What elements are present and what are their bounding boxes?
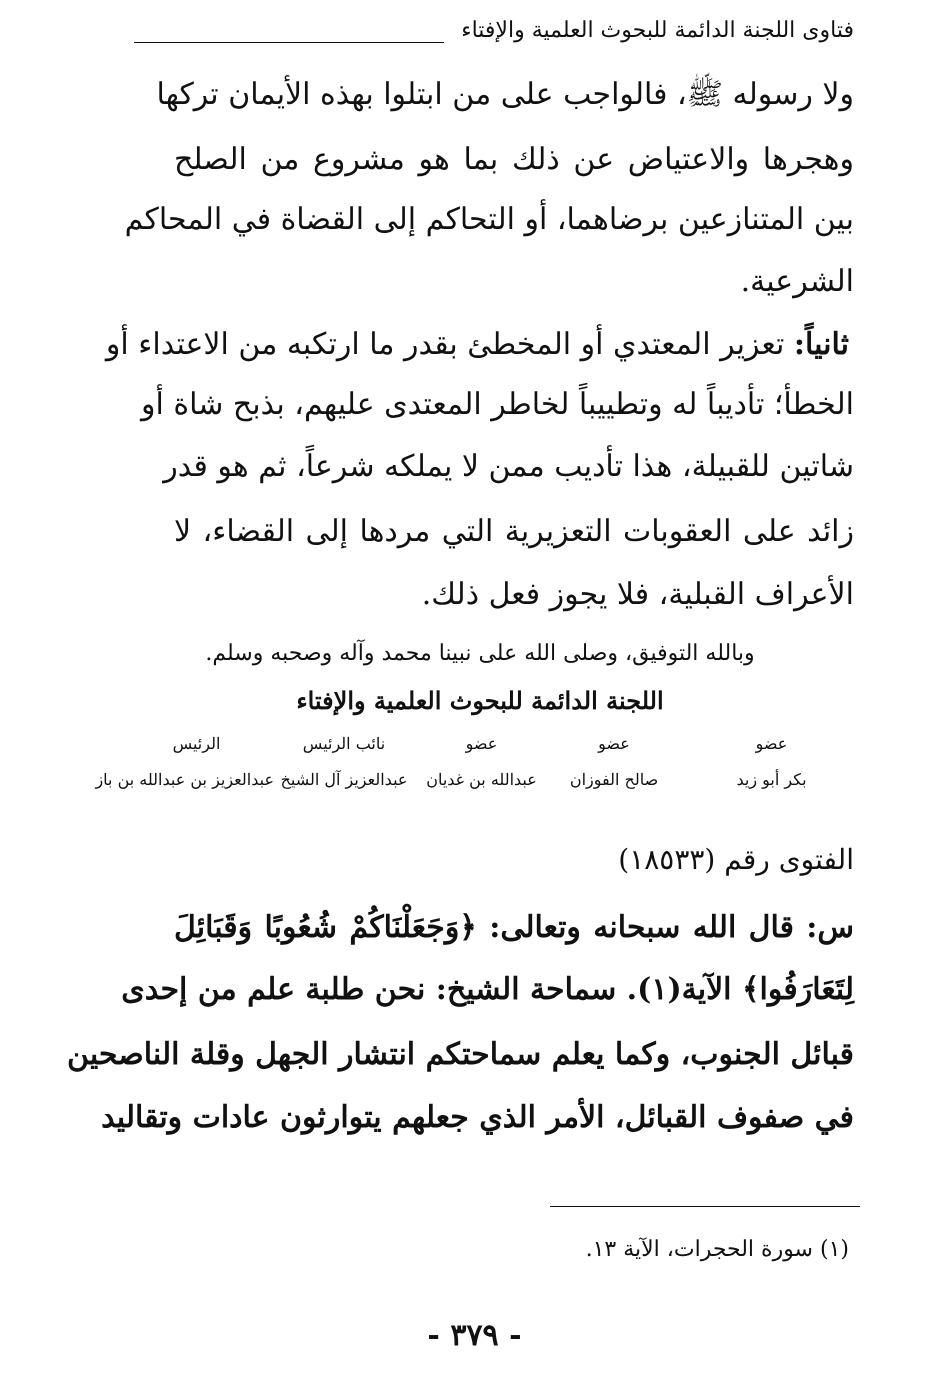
running-header-title: فتاوى اللجنة الدائمة للبحوث العلمية والإفتاء bbox=[461, 18, 854, 43]
question-line: س: قال الله سبحانه وتعالى: ﴿وَجَعَلْنَاكُمْ شُعُوبًا وَقَبَائِلَ bbox=[174, 910, 854, 945]
header-rule bbox=[134, 42, 444, 43]
member-role: نائب الرئيس bbox=[302, 734, 386, 753]
point-label: ثانياً: bbox=[793, 327, 849, 362]
paragraph-line: وهجرها والاعتياض عن ذلك بما هو مشروع من الصلح bbox=[174, 142, 854, 177]
question-line: قبائل الجنوب، وكما يعلم سماحتكم انتشار الجهل وقلة الناصحين bbox=[67, 1037, 854, 1072]
member bbox=[559, 733, 669, 791]
member-role: عضو bbox=[598, 734, 630, 753]
paragraph-line: الأعراف القبلية، فلا يجوز فعل ذلك. bbox=[421, 577, 854, 612]
committee-title: اللجنة الدائمة للبحوث العلمية والإفتاء bbox=[296, 686, 664, 715]
paragraph-line: شاتين للقبيلة، هذا تأديب ممن لا يملكه شرعاً، ثم هو قدر bbox=[163, 449, 854, 484]
member-role: عضو bbox=[465, 734, 498, 753]
running-header bbox=[134, 16, 854, 46]
member-role: عضو bbox=[755, 734, 788, 753]
member-name: عبدالله بن غديان bbox=[426, 770, 537, 789]
point-text: تعزير المعتدي أو المخطئ بقدر ما ارتكبه من الاعتداء أو bbox=[105, 327, 794, 362]
member-name: عبدالعزيز بن عبدالله بن باز bbox=[95, 770, 274, 789]
paragraph-line: ولا رسوله ﷺ، فالواجب على من ابتلوا بهذه الأيمان تركها bbox=[156, 77, 854, 112]
member bbox=[95, 733, 274, 791]
member bbox=[419, 733, 544, 791]
page-number: - ٣٧٩ - bbox=[427, 1318, 522, 1353]
paragraph-line: بين المتنازعين برضاهما، أو التحاكم إلى القضاة في المحاكم bbox=[124, 202, 854, 237]
footnote: (١) سورة الحجرات، الآية ١٣. bbox=[585, 1237, 849, 1262]
paragraph-line bbox=[105, 325, 849, 365]
paragraph-line: الخطأ؛ تأديباً له وتطييباً لخاطر المعتدى عليهم، بذبح شاة أو bbox=[141, 387, 854, 422]
member bbox=[274, 733, 414, 791]
question-line: في صفوف القبائل، الأمر الذي جعلهم يتوارثون عادات وتقاليد bbox=[101, 1100, 854, 1135]
member-role: الرئيس bbox=[172, 734, 221, 753]
question-line: لِتَعَارَفُوا﴾ الآية(١). سماحة الشيخ: نحن طلبة علم من إحدى bbox=[121, 972, 854, 1007]
closing-statement: وبالله التوفيق، وصلى الله على نبينا محمد وآله وصحبه وسلم. bbox=[205, 641, 755, 666]
member-name: عبدالعزيز آل الشيخ bbox=[280, 770, 408, 789]
member-name: صالح الفوزان bbox=[569, 770, 659, 789]
committee-members bbox=[95, 733, 819, 803]
member bbox=[724, 733, 819, 791]
footnote-rule bbox=[550, 1206, 860, 1207]
paragraph-line: الشرعية. bbox=[740, 264, 854, 299]
paragraph-line: زائد على العقوبات التعزيرية التي مردها إلى القضاء، لا bbox=[174, 514, 854, 549]
fatwa-number: الفتوى رقم (١٨٥٣٣) bbox=[618, 843, 854, 876]
member-name: بكر أبو زيد bbox=[736, 770, 807, 789]
